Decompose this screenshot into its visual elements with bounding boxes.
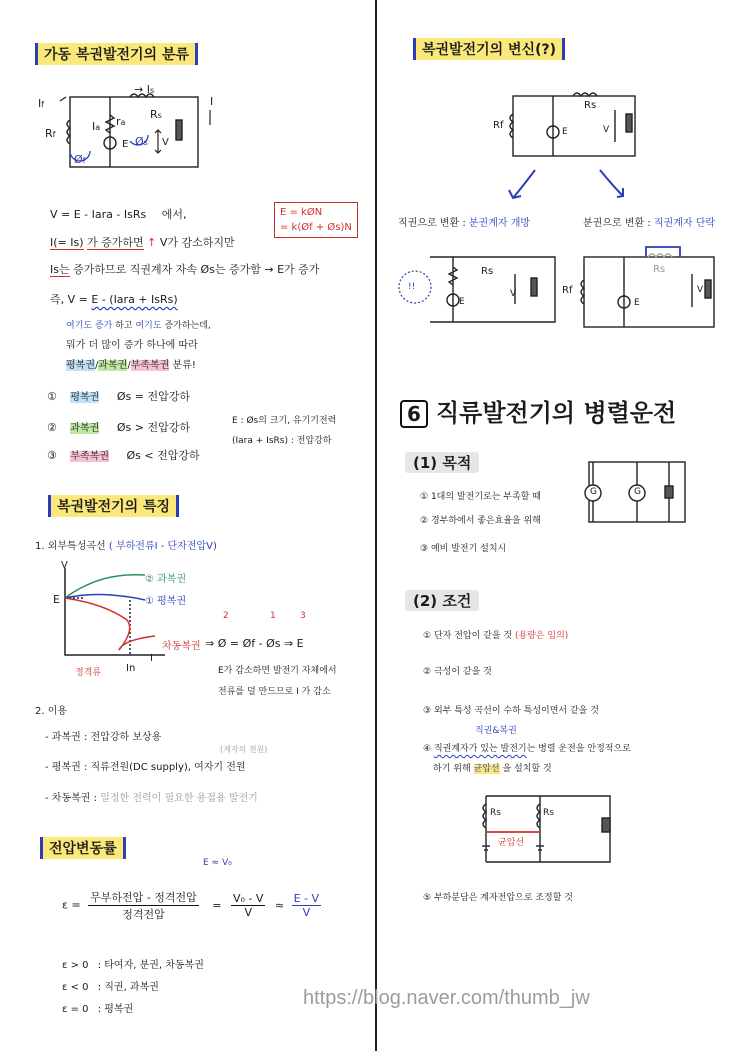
use2-desc: : 직류전원(DC supply), 여자기 전원 — [83, 762, 246, 773]
line3-is: Is는 — [50, 263, 70, 276]
section6-title — [400, 393, 676, 428]
to-series-value: 분권계자 개방 — [468, 218, 531, 229]
reg-den2: V — [244, 906, 252, 919]
cond4-c: 하기 위해 — [433, 764, 471, 774]
chart-arrow-3: 3 — [300, 611, 306, 621]
cond4-note: 직권&복권 — [475, 726, 517, 736]
line4-prefix: 즉, V = — [50, 293, 92, 306]
case1-cond: ε > 0 — [62, 960, 89, 971]
use3-colon: : — [93, 793, 97, 804]
eq-rs2: Rs — [543, 808, 554, 818]
svg-text:I: I — [210, 95, 214, 108]
gen1-label: G — [590, 487, 597, 497]
item3-relation: Øs < 전압강하 — [126, 449, 200, 462]
case1-desc: : 타여자, 분권, 차동복권 — [97, 960, 204, 971]
feature1-title: 외부특성곡선 — [47, 541, 106, 552]
item2-num: ② — [47, 421, 57, 434]
heading-regulation: 전압변동률 — [40, 837, 126, 859]
line7-sep1: / — [94, 360, 99, 371]
cond1-text: 단자 전압이 같을 것 — [433, 631, 513, 641]
svg-text:V: V — [162, 137, 169, 148]
feature2-num: 2. — [35, 706, 45, 717]
line2-voltage-drop: V가 감소하지만 — [159, 236, 235, 249]
tc-rs: Rs — [584, 100, 597, 111]
heading-transform: 복권발전기의 변신(?) — [413, 38, 565, 60]
svg-text:Øs: Øs — [135, 135, 148, 148]
reg-num2: V₀ - V — [233, 892, 264, 905]
section6-number: 6 — [400, 400, 428, 428]
use1-desc: : 전압강하 보상용 — [83, 732, 162, 743]
tc-v: V — [603, 125, 610, 135]
case3-desc: : 평복권 — [97, 1004, 134, 1015]
use2-name: - 평복권 — [45, 762, 81, 773]
cond4-num: ④ — [423, 744, 432, 754]
cond4-e: 을 설치할 것 — [502, 764, 552, 774]
sc-e: E — [459, 297, 465, 307]
cond4-d: 균압선 — [473, 764, 500, 774]
shc-v: V — [697, 285, 704, 295]
purpose1-num: ① — [420, 492, 429, 502]
equalizer-circuit — [478, 790, 618, 865]
heading-features: 복권발전기의 특징 — [48, 495, 179, 517]
to-shunt-value: 직권계자 단락 — [653, 218, 716, 229]
svg-text:E: E — [122, 139, 129, 150]
reg-numerator: 무부하전압 - 정격전압 — [90, 891, 197, 904]
cond5-text: 부하분담은 계자전압으로 조정할 것 — [433, 893, 573, 903]
gen2-label: G — [634, 487, 641, 497]
shc-e: E — [634, 298, 640, 308]
chart-e-label: E — [53, 593, 60, 606]
to-series-label: 직권으로 변환 : — [398, 218, 469, 229]
chart-explain-1: E가 감소하면 발전기 자체에서 — [218, 666, 337, 676]
svg-text:→ Is: → Is — [134, 83, 155, 96]
shc-rs: Rs — [653, 264, 666, 275]
use-note: (계자의 전원) — [220, 745, 268, 754]
approx-note: E ≈ V₀ — [203, 858, 232, 868]
line7-sep2: / — [127, 360, 131, 371]
purpose2-num: ② — [420, 516, 429, 526]
sc-v: V — [510, 289, 517, 299]
item3-num: ③ — [47, 449, 57, 462]
reg-approx: ≈ — [274, 898, 285, 912]
svg-text:Øf: Øf — [74, 153, 86, 166]
chart-x-label: I — [150, 653, 153, 664]
note-e-expand: = k(Øf + Øs)N — [280, 222, 352, 233]
case2-cond: ε < 0 — [62, 982, 89, 993]
svg-text:If: If — [38, 97, 45, 110]
transform-arrows — [505, 168, 635, 208]
item3-name: 부족복권 — [70, 451, 110, 462]
note-e-kphin: E = kØN — [280, 207, 323, 218]
column-divider — [375, 0, 377, 1051]
svg-text:Ia: Ia — [92, 120, 101, 133]
use1-name: - 과복권 — [45, 732, 81, 743]
svg-text:Rs: Rs — [150, 108, 162, 121]
cond4-a: 직권계자가 있는 발전기 — [433, 744, 527, 754]
line5-here-a: 여기도 증가 — [66, 321, 113, 331]
epsilon-label: ε = — [62, 898, 81, 912]
line7-over: 과복권 — [98, 360, 128, 371]
line5-increase: 증가하는데, — [164, 321, 211, 331]
series-circuit — [425, 252, 560, 327]
chart-over-label: ② 과복권 — [145, 574, 187, 585]
chart-flat-label: ① 평복권 — [145, 596, 187, 607]
heading-conditions: (2) 조건 — [405, 590, 479, 611]
svg-text:V: V — [61, 560, 68, 571]
purpose2-text: 경부하에서 좋은효율을 위해 — [430, 516, 542, 526]
side-note-e: E : Øs의 크기, 유기기전력 — [232, 416, 337, 426]
cond3-num: ③ — [423, 706, 432, 716]
heading-classification: 가동 복권발전기의 분류 — [35, 43, 198, 65]
cond3-text: 외부 특성 곡선이 수하 특성이면서 같을 것 — [433, 706, 599, 716]
chart-arrow-2: 2 — [223, 611, 229, 621]
case3-cond: ε = 0 — [62, 1004, 89, 1015]
line2-increase: 가 증가하면 — [87, 236, 144, 249]
cond5-num: ⑤ — [423, 893, 432, 903]
feature2-title: 이용 — [47, 706, 68, 717]
to-shunt-label: 분권으로 변환 : — [583, 218, 654, 229]
item1-num: ① — [47, 390, 57, 403]
cond2-text: 극성이 같을 것 — [433, 667, 492, 677]
line7-flat: 평복권 — [66, 360, 95, 371]
side-note-drop: (Iara + IsRs) : 전압강하 — [232, 436, 332, 446]
line2-current: I(= Is) — [50, 236, 84, 249]
reg-eq: = — [212, 898, 222, 912]
purpose3-text: 예비 발전기 설치시 — [430, 544, 507, 554]
feature1-num: 1. — [35, 541, 45, 552]
chart-arrow-1: 1 — [270, 611, 276, 621]
chart-formula: ⇒ Ø = Øf - Øs ⇒ E — [205, 637, 304, 650]
line5-here-b: 여기도 — [135, 321, 162, 331]
heading-purpose: (1) 목적 — [405, 452, 479, 473]
line7-under: 부족복권 — [130, 360, 170, 371]
case2-desc: : 직권, 과복권 — [97, 982, 159, 993]
eq-label: 균압선 — [498, 838, 525, 848]
chart-explain-2: 전류를 덜 만드므로 I 가 감소 — [218, 687, 331, 697]
cond4-b: 는 병렬 운전을 안정적으로 — [526, 744, 631, 754]
line4-main: E - (Iara + IsRs) — [91, 293, 178, 306]
chart-in-label: In — [126, 663, 136, 674]
reg-den3: V — [302, 906, 311, 919]
section6-text: 직류발전기의 병렬운전 — [436, 399, 677, 427]
open-mark: !! — [408, 282, 416, 292]
cond2-num: ② — [423, 667, 432, 677]
reg-num3: E - V — [293, 892, 320, 905]
item1-name: 평복권 — [70, 392, 100, 403]
eq-rs1: Rs — [490, 808, 501, 818]
line6: 뭐가 더 많이 증가 하나에 따라 — [66, 340, 198, 351]
transform-circuit-main — [495, 92, 645, 162]
shc-rf: Rf — [562, 285, 573, 296]
purpose1-text: 1대의 발전기로는 부족할 때 — [430, 492, 541, 502]
item1-relation: Øs = 전압강하 — [116, 390, 190, 403]
line7-classify: 분류! — [172, 360, 196, 371]
purpose3-num: ③ — [420, 544, 429, 554]
tc-rf: Rf — [493, 120, 504, 131]
line3-text: 증가하므로 직권계자 자속 Øs는 증가함 → E가 증가 — [73, 263, 320, 276]
item2-name: 과복권 — [70, 423, 100, 434]
tc-e: E — [562, 127, 568, 137]
cond1-num: ① — [423, 631, 432, 641]
chart-short-label: 정격류 — [75, 668, 102, 678]
reg-denominator: 정격전압 — [122, 908, 165, 921]
use3-desc: 일정한 전력이 필요한 용접용 발전기 — [100, 793, 258, 804]
item2-relation: Øs > 전압강하 — [116, 421, 190, 434]
line5-and: 하고 — [115, 321, 133, 331]
sc-rs: Rs — [481, 266, 494, 277]
svg-text:ra: ra — [116, 115, 126, 128]
use3-name: - 차동복권 — [45, 793, 91, 804]
chart-diff-label: 차동복권 — [162, 641, 201, 652]
cond1-note: (용량은 임의) — [514, 631, 569, 641]
eq-terminal-voltage: V = E - Iara - IsRs — [50, 208, 147, 221]
eq-suffix: 에서, — [161, 208, 187, 221]
compound-generator-circuit — [30, 85, 230, 180]
svg-text:Rf: Rf — [45, 127, 56, 140]
feature1-desc: ( 부하전류I - 단자전압V) — [108, 541, 217, 552]
watermark: https://blog.naver.com/thumb_jw — [303, 987, 590, 1009]
